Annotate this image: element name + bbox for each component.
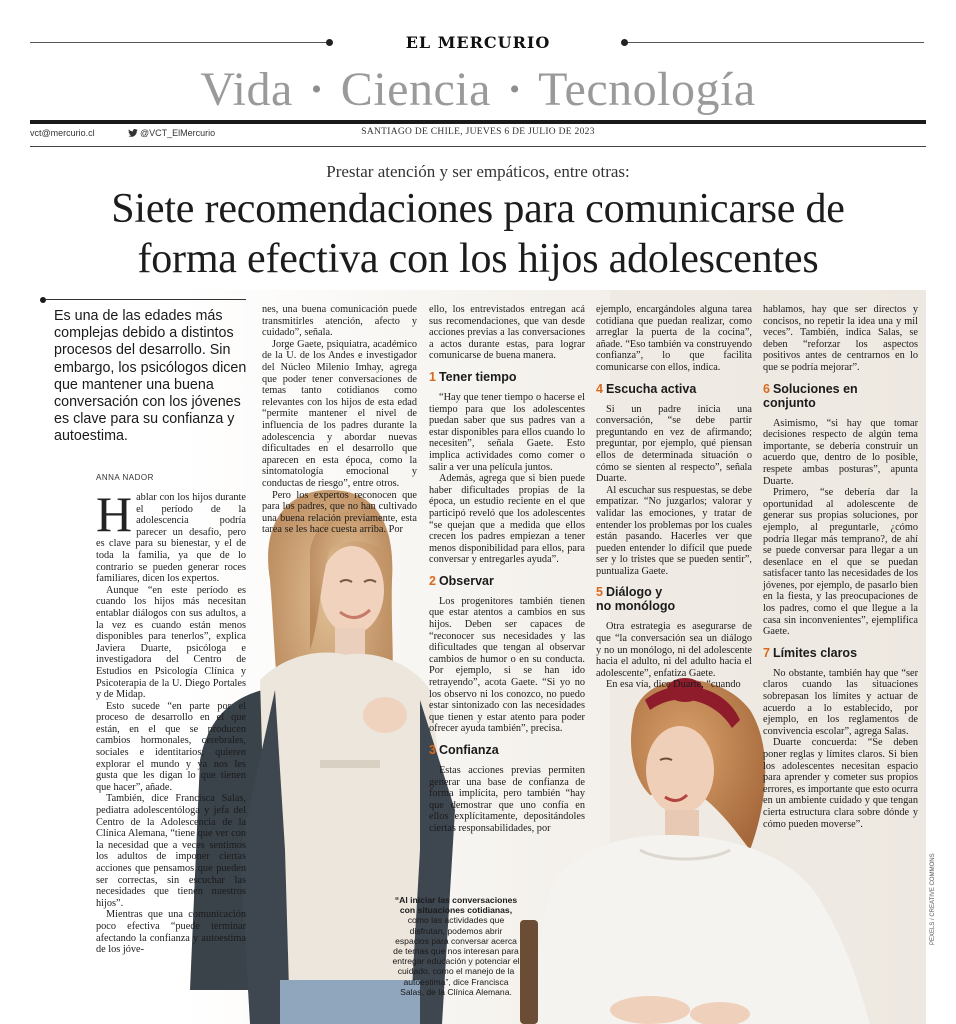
paragraph: Estas acciones previas permiten generar una base de confianza de forma implícita, pero también “hay que demostrar que uno confía en ellos explícitamente, depositándoles ciertas responsabilidades, por (429, 765, 585, 834)
dateline: SANTIAGO DE CHILE, JUEVES 6 DE JULIO DE 2023 (361, 127, 595, 137)
paragraph: En esa vía, dice Duarte, “cuando (606, 679, 741, 691)
paragraph: Al escuchar sus respuestas, se debe empatizar. “No juzgarlos; valorar y validar las emociones, y tratar de entender los problemas por los cuales están pasando. Hacerles ver que pueden entender lo difícil que puede ser y lo tristes que se pueden sentir”, puntualiza Gaete. (596, 484, 752, 577)
paragraph: Pero los expertos reconocen que para los padres, que no han cultivado una buena relación previamente, esta tarea se les hace cuesta arriba. Por (262, 489, 417, 536)
subhead-soluciones: 6 Soluciones en conjunto (763, 381, 858, 410)
paragraph: Hablar con los hijos durante el período de la adolescencia podría parecer un desafío, pero es clave para su bienestar, y el de toda la familia, ya que de lo contrario se pueden generar roces familiares, dicen los expertos. (96, 486, 246, 585)
paragraph: No obstante, también hay que “ser claros cuando las situaciones sobrepasan los límites y actuar de acuerdo a lo establecido, por ejemplo, en los reglamentos de convivencia escolar”, agrega Salas. (763, 667, 918, 737)
paragraph: Aunque “en este período es cuando los hijos más necesitan entablar diálogos con sus adultos, a la vez es cuando están menos disponibles para tenerlos”, explica Javiera Duarte, psicóloga e investigadora del Centro de Estudios en Psicología Clínica y Psicoterapia de la U. Diego Portales y de Midap. (96, 584, 246, 701)
subhead-escucha-activa: 4 Escucha activa (596, 381, 697, 396)
section-title (0, 62, 956, 117)
masthead-divider (30, 120, 926, 124)
paragraph: También, dice Francisca Salas, pediatra adolescentóloga y jefa del Centro de la Adolescencia de la Clínica Alemana, “tiene que ver con la necesidad que a veces sentimos los adultos de imponer ciertas acciones que pensamos que pueden ser correctas, sin escuchar las necesidades que tienen nuestros hijos”. (96, 793, 246, 909)
paragraph: Mientras que una comunicación poco efectiva “puede terminar afectando la confianza y autoestima de los jóve- (96, 909, 246, 956)
article-kicker: Prestar atención y ser empáticos, entre otras: (326, 162, 630, 181)
body-column-1 (96, 486, 246, 956)
paragraph: Esto sucede “en parte por el proceso de desarrollo en el que están, en el que se producen cambios hormonales, cerebrales, sociales e identitarios; quieren explorar el mundo y ya nos les gusta que les digan lo que tienen que hacer”, añade. (96, 700, 246, 793)
section-part-vida: Vida (200, 63, 293, 116)
contact-email[interactable]: vct@mercurio.cl (30, 128, 95, 138)
photo-credit: PEXELS / CREATIVE COMMONS (930, 853, 936, 945)
paragraph: “Hay que tener tiempo o hacerse el tiempo para que los adolescentes puedan saber que sus padres van a estar disponibles para ellos cuando lo necesiten”, señala Gaete. Esto implica actividades como comer o salir a ver una película juntos. (429, 391, 585, 473)
body-column-5 (763, 304, 918, 830)
paragraph: nes, una buena comunicación puede transmitirles atención, afecto y cuidado”, señala. (262, 304, 417, 339)
paragraph: Además, agrega que si bien puede haber dificultades propias de la época, un estudio reciente en el que participó reveló que los adolescentes “se quejan que a medida que ellos crecen los padres empiezan a tener menos disponibilidad para ellos, para conversar y entregarles ayuda”. (429, 473, 585, 566)
meta-divider (30, 146, 926, 147)
section-separator: • (509, 73, 521, 106)
body-column-3 (429, 304, 585, 835)
section-part-ciencia: Ciencia (340, 63, 491, 116)
subhead-observar: 2 Observar (429, 573, 494, 588)
drop-cap: H (96, 486, 133, 542)
body-column-4 (596, 304, 752, 691)
paragraph: Asimismo, “si hay que tomar decisiones respecto de algún tema importante, se debería construir un acuerdo que, dentro de lo posible, respete ambas posturas”, apunta Duarte. (763, 417, 918, 487)
subhead-confianza: 3 Confianza (429, 743, 499, 757)
newspaper-name: EL MERCURIO (405, 33, 551, 52)
pull-quote-text: como las actividades que disfrutan, podemos abrir espacios para conversar acerca de temas que nos interesan para entregar educación y potenciar el cuidado, como el manejo de la autoestima”, dice Francisca Salas, de la Clínica Alemana. (392, 915, 520, 997)
body-column-2 (262, 304, 417, 536)
twitter-handle-text: @VCT_ElMercurio (140, 128, 216, 138)
paragraph: Si un padre inicia una conversación, “se debe partir preguntando en vez de afirmando; preguntar, por ejemplo, qué piensan ellos de determinada situación o cómo se sienten al respecto”, señala Duarte. (596, 403, 752, 485)
pull-quote-lead: “Al iniciar las conversaciones con situaciones cotidianas, (394, 895, 518, 916)
paragraph: Duarte concuerda: “Se deben poner reglas y límites claros. Si bien los adolescentes necesitan espacio para aprender y cometer sus propios errores, es importante que esto ocurra en un ambiente cuidado y que tengan cierta estructura clara sobre dónde y cómo pueden moverse”. (763, 737, 918, 830)
paragraph: ejemplo, encargándoles alguna tarea cotidiana que puedan realizar, como arreglar la puerta de la cocina”, añade. “Eso también va construyendo confianza”, lo que facilita comunicarse con ellos, indica. (596, 304, 752, 373)
paragraph: Jorge Gaete, psiquiatra, académico de la U. de los Andes e investigador del Núcleo Milenio Imhay, agrega que poder tener conversaciones de temas tanto cotidianos como relevantes con los hijos de esta edad “permite mantener el nivel de influencia de los padres durante la adolescencia y abordar nuevas dificultades en el desarrollo que aparecen en esta época, como la sintomatología emocional y conductas de riesgo”, entre otros. (262, 338, 417, 489)
subhead-tener-tiempo: 1 Tener tiempo (429, 369, 517, 384)
byline: ANNA NADOR (96, 473, 154, 482)
section-part-tecnologia: Tecnología (538, 63, 756, 116)
deck-rule (46, 299, 246, 300)
pull-quote (392, 895, 520, 997)
paragraph: Los progenitores también tienen que estar atentos a cambios en sus hijos. Deben ser capaces de “reconocer sus necesidades y las dificultades que tengan al observar cambios de humor o en su conducta. Por ejemplo, si se han ido retrayendo”, acota Gaete. “Si yo no los observo ni los conozco, no puedo estar sintonizado con las necesidades que tienen y estar atento para poder ofrecer ayuda también”, precisa. (429, 595, 585, 735)
subhead-dialogo: 5 Diálogo y no monólogo (596, 585, 676, 614)
paragraph: hablamos, hay que ser directos y concisos, no repetir la idea una y mil veces”. También, indica Salas, se deben “reforzar los aspectos positivos antes de centrarnos en lo que se podría mejorar”. (763, 304, 918, 373)
headline-line-1: Siete recomendaciones para comunicarse de (111, 186, 845, 232)
paragraph: Primero, “se debería dar la oportunidad al adolescente de generar sus propias soluciones, por ejemplo, al preguntarle, ¿cómo podría llegar más temprano?, de ahí se puede conversar para llegar a un desenlace en el que se puedan satisfacer tanto las necesidades de los jóvenes, por ejemplo, de pasarlo bien en la fiesta, y las preocupaciones de los padres, como el que llegue a la casa sin inconvenientes”, ejemplifica Gaete. (763, 487, 918, 638)
paragraph: Otra estrategia es asegurarse de que “la conversación sea un diálogo y no un monólogo, ni del adolescente hacia el adulto, ni del adulto hacia el adolescente”, enfatiza Gaete. (596, 621, 752, 679)
section-separator: • (311, 73, 323, 106)
article-deck: Es una de las edades más complejas debido a distintos procesos del desarrollo. Sin embargo, los psicólogos dicen que mantener una buena conversación con los jóvenes es clave para su confianza y autoestima. (54, 308, 247, 445)
paragraph: ello, los entrevistados entregan acá sus recomendaciones, que van desde acciones previas a las conversaciones a actos durante estas, para lograr comunicarse de buena manera. (429, 304, 585, 362)
headline-line-2: forma efectiva con los hijos adolescentes (137, 236, 819, 282)
subhead-limites-claros: 7 Límites claros (763, 645, 858, 660)
article-headline (30, 184, 926, 284)
meta-bar (30, 127, 926, 141)
deck-bullet (40, 297, 46, 303)
